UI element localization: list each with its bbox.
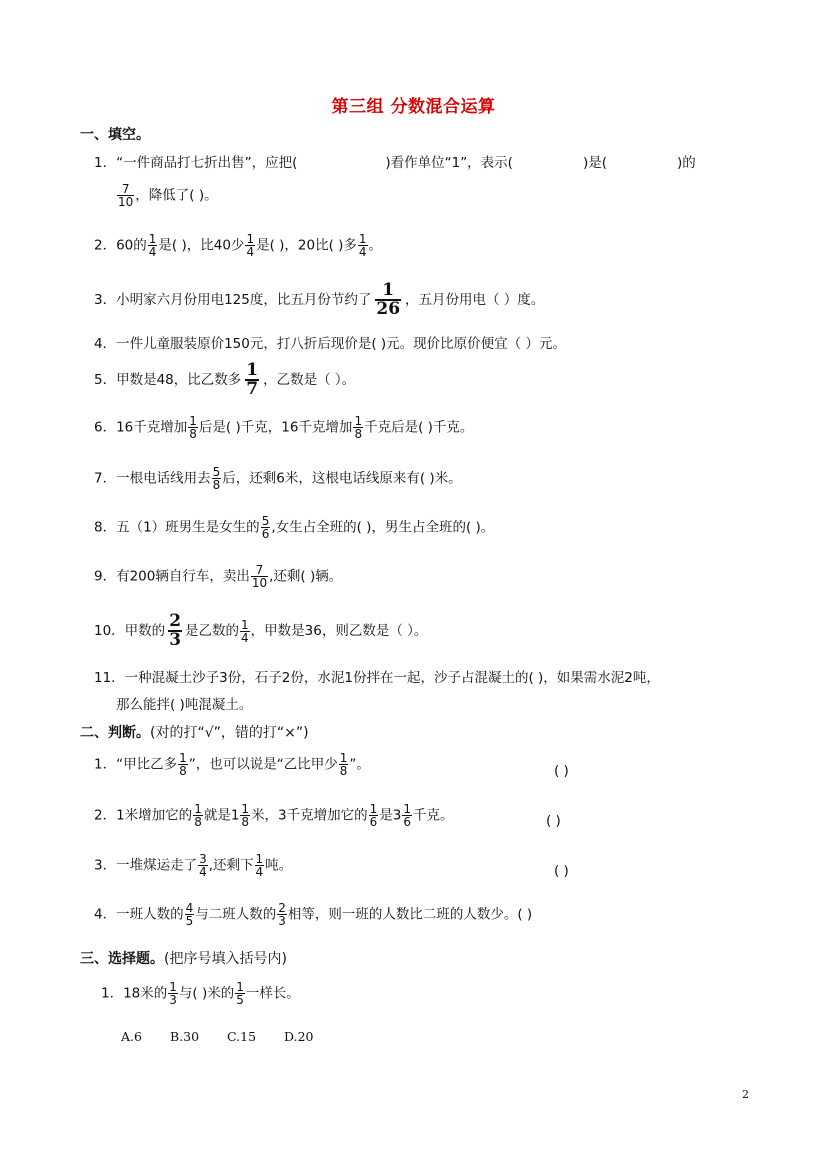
question-6: 6．16千克增加 $\frac{1}{8}$ 后是( )千克，16千克增加 $\frac{1}{8}$ 千克后是( )千克。	[94, 414, 474, 441]
section-heading-multiple-choice: 三、选择题。(把序号填入括号内)	[80, 951, 287, 967]
fraction: $\frac{1}{8}$	[189, 414, 197, 441]
fraction: $\frac{7}{10}$	[118, 182, 134, 209]
fraction: $\frac{1}{8}$	[179, 751, 187, 778]
fraction: $\frac{3}{4}$	[199, 852, 207, 879]
fraction: $\frac{1}{8}$	[194, 802, 202, 829]
fraction: $\frac{1}{3}$	[169, 980, 177, 1007]
option-c[interactable]: C.15	[227, 1029, 257, 1044]
fraction: $\frac{7}{10}$	[251, 563, 268, 590]
question-10: 10．甲数的 $\frac{2}{3}$ 是乙数的 $\frac{1}{4}$ ，甲数是36，则乙数是（ ）。	[94, 611, 428, 650]
question-11-line1: 11．一种混凝土沙子3份，石子2份，水泥1份拌在一起，沙子占混凝土的( )，如果需水泥2吨，	[94, 670, 660, 686]
fraction: $\frac{2}{3}$	[278, 901, 286, 928]
answer-bracket[interactable]: ( )	[554, 763, 569, 779]
option-d[interactable]: D.20	[284, 1029, 314, 1044]
section-heading-true-false: 二、判断。(对的打“√”，错的打“×”)	[80, 725, 309, 741]
choice-options	[121, 1029, 342, 1045]
question-1-line1	[94, 151, 696, 171]
page-number: 2	[742, 1088, 749, 1101]
page-title: 第三组 分数混合运算	[331, 97, 496, 117]
question-8: 8．五（1）班男生是女生的 $\frac{5}{6}$ ,女生占全班的( )，男生占全班的( )。	[94, 514, 495, 541]
fraction: $\frac{1}{8}$	[354, 414, 363, 441]
question-4: 4．一件儿童服装原价150元，打八折后现价是( )元。现价比原价便宜（ ）元。	[94, 336, 566, 352]
question-5: 5．甲数是48，比乙数多 $\frac{1}{7}$ ，乙数是（ ）。	[94, 360, 356, 399]
fraction: $\frac{4}{5}$	[185, 901, 194, 928]
fraction: $\frac{5}{6}$	[261, 514, 270, 541]
question-text: ，降低了( )。	[135, 187, 218, 204]
question-text: 1．“一件商品打七折出售”，应把(	[94, 155, 298, 171]
fraction: $\frac{1}{4}$	[358, 232, 367, 259]
tf-question-3: 3．一堆煤运走了 $\frac{3}{4}$ ,还剩下 $\frac{1}{4}$ 吨。	[94, 852, 293, 879]
question-9: 9．有200辆自行车，卖出 $\frac{7}{10}$ ,还剩( )辆。	[94, 563, 343, 590]
question-text: )的	[677, 155, 696, 171]
question-text: )是(	[582, 155, 608, 171]
fraction: $\frac{1}{8}$	[241, 802, 250, 829]
choice-question-1: 1．18米的 $\frac{1}{3}$ 与( )米的 $\frac{1}{5}$ 一样长。	[101, 980, 300, 1007]
fraction: $\frac{1}{6}$	[403, 802, 412, 829]
fraction: $\frac{1}{5}$	[236, 980, 244, 1007]
fraction: $\frac{5}{8}$	[212, 465, 221, 492]
fraction: $\frac{1}{4}$	[241, 617, 249, 645]
tf-question-4: 4．一班人数的 $\frac{4}{5}$ 与二班人数的 $\frac{2}{3}$ 相等，则一班的人数比二班的人数少。( )	[94, 901, 533, 928]
question-7: 7．一根电话线用去 $\frac{5}{8}$ 后，还剩6米，这根电话线原来有( )米。	[94, 465, 462, 492]
tf-question-1: 1．“甲比乙多 $\frac{1}{8}$ ”，也可以说是“乙比甲少 $\frac{1}{8}$ ”。	[94, 751, 370, 778]
fraction: $\frac{1}{4}$	[148, 232, 157, 259]
question-text: )看作单位“1”，表示(	[385, 155, 513, 171]
fraction: $\frac{1}{4}$	[255, 852, 264, 879]
fraction: $\frac{1}{7}$	[246, 360, 259, 399]
fraction: $\frac{2}{3}$	[169, 611, 182, 650]
section-heading-fill-blank: 一、填空。	[80, 127, 150, 143]
fraction: $\frac{1}{4}$	[246, 232, 255, 259]
option-a[interactable]: A.6	[121, 1029, 142, 1044]
question-11-line2: 那么能拌( )吨混凝土。	[116, 697, 253, 713]
question-3: 3．小明家六月份用电125度，比五月份节约了 $\frac{1}{26}$ ，五月份用电（ ）度。	[94, 280, 545, 319]
question-2: 2．60的 $\frac{1}{4}$ 是( )，比40少 $\frac{1}{4}$ 是( )，20比( )多 $\frac{1}{4}$ 。	[94, 232, 383, 259]
fraction: $\frac{1}{26}$	[376, 280, 401, 319]
fraction: $\frac{1}{6}$	[369, 802, 378, 829]
question-1-line2	[116, 183, 218, 208]
answer-bracket[interactable]: ( )	[546, 813, 561, 829]
tf-question-2: 2．1米增加它的 $\frac{1}{8}$ 就是1 $\frac{1}{8}$ 米，3千克增加它的 $\frac{1}{6}$ 是3 $\frac{1}{6}$ 千克。	[94, 802, 454, 829]
option-b[interactable]: B.30	[169, 1029, 200, 1044]
answer-bracket[interactable]: ( )	[554, 863, 569, 879]
fraction: $\frac{1}{8}$	[339, 751, 348, 778]
